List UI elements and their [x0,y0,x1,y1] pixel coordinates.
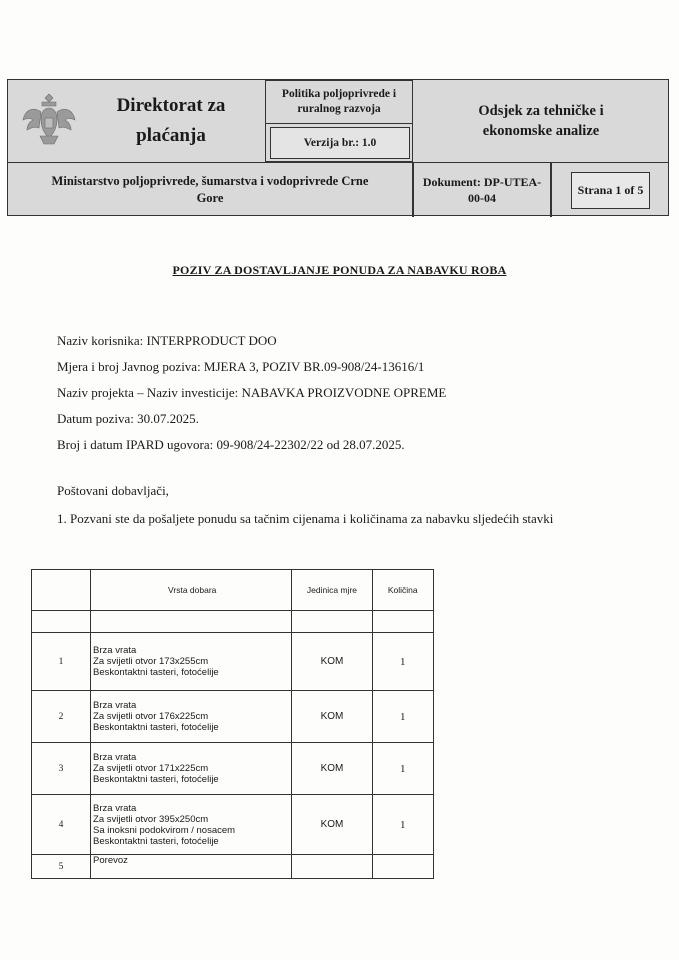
col-header-number [32,570,91,611]
row-unit: KOM [292,633,372,691]
row-quantity: 1 [372,795,433,855]
table-row [32,795,434,855]
version-number: Verzija br.: 1.0 [270,127,410,159]
table-row [32,633,434,691]
table-spacer-row [32,611,434,633]
table-header-row [32,570,434,611]
row-unit: KOM [292,743,372,795]
col-header-goods: Vrsta dobara [91,570,292,611]
beneficiary-name: Naziv korisnika: INTERPRODUCT DOO [57,333,277,348]
row-description: Brza vrata Za svijetli otvor 171x225cm Beskontaktni tasteri, fotoćelije [91,743,292,795]
ministry-name: Ministarstvo poljoprivrede, šumarstva i vodoprivrede Crne Gore [8,162,413,217]
coat-of-arms-emblem-icon [20,90,78,148]
document-header [7,79,669,216]
document-title: POZIV ZA DOSTAVLJANJE PONUDA ZA NABAVKU ROBA [172,263,507,277]
row-description: Brza vrata Za svijetli otvor 176x225cm Beskontaktni tasteri, fotoćelije [91,691,292,743]
col-header-quantity: Količina [372,570,433,611]
call-date: Datum poziva: 30.07.2025. [57,411,199,426]
col-header-unit: Jedinica mjre [292,570,372,611]
row-number: 1 [32,633,91,691]
salutation: Poštovani dobavljači, [57,483,169,498]
table-row [32,743,434,795]
policy-title: Politika poljoprivrede i ruralnog razvoja [266,81,412,124]
issuing-directorate: Direktorat za plaćanja [116,95,226,146]
row-number: 4 [32,795,91,855]
row-quantity [372,855,433,879]
row-number: 3 [32,743,91,795]
department-name: Odsjek za tehničke i ekonomske analize [478,103,604,139]
row-quantity: 1 [372,691,433,743]
row-quantity: 1 [372,633,433,691]
row-number: 5 [32,855,91,879]
intro-paragraph: 1. Pozvani ste da pošaljete ponudu sa tačnim cijenama i količinama za nabavku sljedećih stavki [57,511,554,526]
row-description: Brza vrata Za svijetli otvor 173x255cm Beskontaktni tasteri, fotoćelije [91,633,292,691]
table-row [32,691,434,743]
measure-call-number: Mjera i broj Javnog poziva: MJERA 3, POZIV BR.09-908/24-13616/1 [57,359,425,374]
row-unit: KOM [292,795,372,855]
table-row [32,855,434,879]
policy-version-box [265,80,413,162]
row-unit: KOM [292,691,372,743]
row-unit [292,855,372,879]
row-quantity: 1 [372,743,433,795]
items-table [31,569,434,879]
page-indicator: Strana 1 of 5 [551,162,669,217]
document-number: Dokument: DP-UTEA- 00-04 [413,162,551,217]
row-description: Porevoz [91,855,292,879]
row-number: 2 [32,691,91,743]
ipard-contract: Broj i datum IPARD ugovora: 09-908/24-22302/22 od 28.07.2025. [57,437,405,452]
row-description: Brza vrata Za svijetli otvor 395x250cm Sa inoksni podokvirom / nosacem Beskontaktni tasteri, fotoćelije [91,795,292,855]
project-name: Naziv projekta – Naziv investicije: NABAVKA PROIZVODNE OPREME [57,385,447,400]
